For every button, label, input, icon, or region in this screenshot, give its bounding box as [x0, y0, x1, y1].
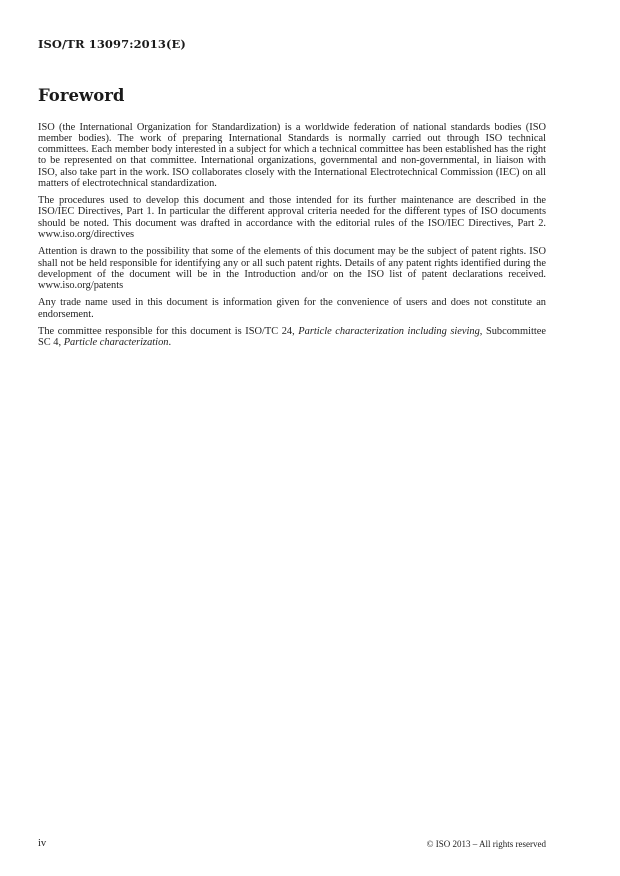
paragraph-patents: Attention is drawn to the possibility that some of the elements of this document may be the subject of patent rights. ISO shall not be held responsible for identifying any or all such patent rights. Details of any patent rights identified during the development of the document will be in the Introduction and/or on the ISO list of patent declarations received. www.iso.org/patents — [38, 246, 546, 291]
committee-sc-name: Particle characterization — [63, 337, 169, 349]
copyright-notice: © ISO 2013 – All rights reserved — [426, 839, 546, 849]
committee-suffix: . — [168, 337, 172, 349]
committee-tc-name: Particle characterization including sieving — [298, 326, 480, 338]
paragraph-trade-names: Any trade name used in this document is information given for the convenience of users and does not constitute an endorsement. — [38, 297, 546, 320]
paragraph-committee — [38, 326, 546, 348]
committee-middle: , Subcommittee SC 4, — [38, 326, 546, 349]
foreword-body — [38, 122, 546, 355]
page-number: iv — [38, 838, 47, 849]
section-title: Foreword — [38, 86, 125, 105]
document-id-header: ISO/TR 13097:2013(E) — [38, 37, 186, 51]
paragraph-iso-intro: ISO (the International Organization for Standardization) is a worldwide federation of national standards bodies (ISO member bodies). The work of preparing International Standards is normally carried out through ISO technical committees. Each member body interested in a subject for which a technical committee has been established has the right to be represented on that committee. International organizations, governmental and non-governmental, in liaison with ISO, also take part in the work. ISO collaborates closely with the International Electrotechnical Commission (IEC) on all matters of electrotechnical standardization. — [38, 122, 546, 189]
paragraph-procedures: The procedures used to develop this document and those intended for its further maintenance are described in the ISO/IEC Directives, Part 1. In particular the different approval criteria needed for the different types of ISO documents should be noted. This document was drafted in accordance with the editorial rules of the ISO/IEC Directives, Part 2. www.iso.org/directives — [38, 195, 546, 240]
committee-prefix: The committee responsible for this document is ISO/TC 24, — [38, 326, 299, 338]
